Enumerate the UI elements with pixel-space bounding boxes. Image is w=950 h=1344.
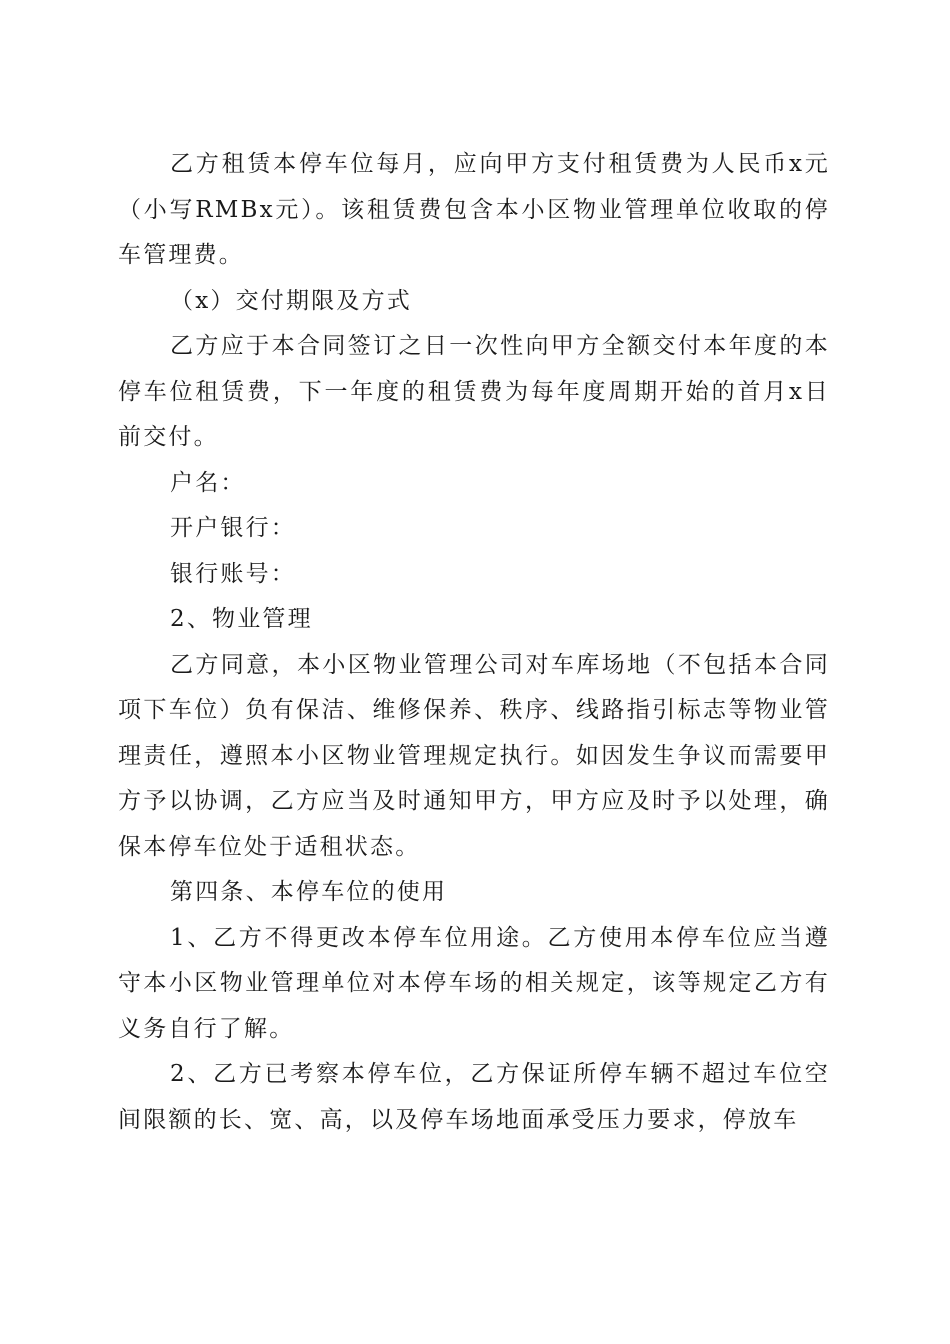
document-page	[118, 142, 830, 1143]
paragraph-payment-deadline: 乙方应于本合同签订之日一次性向甲方全额交付本年度的本停车位租赁费，下一年度的租赁费为每年度周期开始的首月x日前交付。	[118, 333, 830, 450]
paragraph-property-management: 乙方同意，本小区物业管理公司对车库场地（不包括本合同项下车位）负有保洁、维修保养、秩序、线路指引标志等物业管理责任，遵照本小区物业管理规定执行。如因发生争议而需要甲方予以协调，乙方应当及时通知甲方，甲方应及时予以处理，确保本停车位处于适租状态。	[118, 651, 830, 860]
field-bank-name: 开户银行：	[170, 515, 296, 541]
heading-payment-terms: （x）交付期限及方式	[170, 287, 412, 314]
field-bank-account: 银行账号：	[170, 560, 296, 587]
heading-article-four: 第四条、本停车位的使用	[170, 879, 448, 905]
heading-property-management: 2、物业管理	[170, 606, 313, 632]
paragraph-rent-fee: 乙方租赁本停车位每月，应向甲方支付租赁费为人民币x元（小写RMBx元）。该租赁费包含本小区物业管理单位收取的停车管理费。	[118, 151, 830, 268]
paragraph-usage-rule-2: 2、乙方已考察本停车位，乙方保证所停车辆不超过车位空间限额的长、宽、高，以及停车场地面承受压力要求，停放车	[118, 1061, 830, 1133]
paragraph-usage-rule-1: 1、乙方不得更改本停车位用途。乙方使用本停车位应当遵守本小区物业管理单位对本停车场的相关规定，该等规定乙方有义务自行了解。	[118, 924, 830, 1042]
field-account-name: 户名：	[170, 469, 246, 496]
